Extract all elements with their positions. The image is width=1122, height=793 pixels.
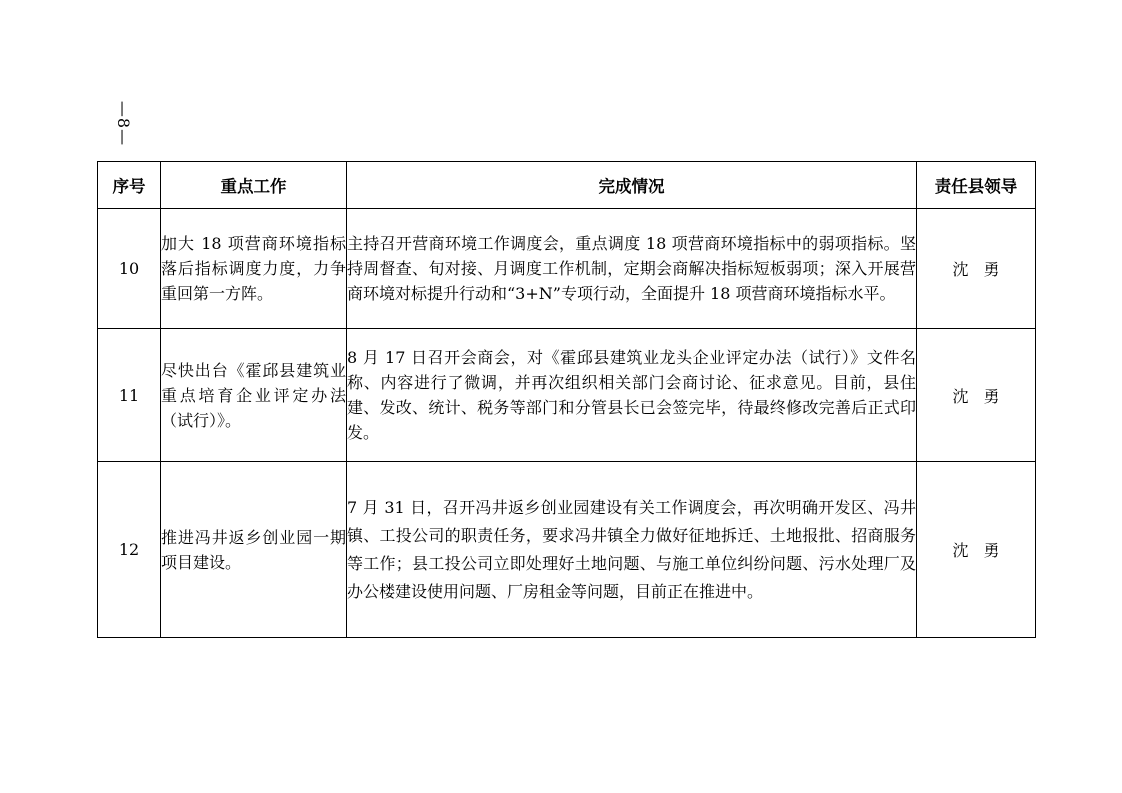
header-status: 完成情况 — [347, 162, 917, 209]
row-leader: 沈勇 — [917, 209, 1036, 329]
row-seq: 11 — [98, 329, 161, 462]
page-number-text: —8— — [114, 100, 134, 146]
row-leader: 沈勇 — [917, 329, 1036, 462]
header-seq: 序号 — [98, 162, 161, 209]
table-row — [98, 329, 1036, 462]
header-work: 重点工作 — [161, 162, 347, 209]
row-status: 8 月 17 日召开会商会，对《霍邱县建筑业龙头企业评定办法（试行）》文件名称、内容进行了微调，并再次组织相关部门会商讨论、征求意见。目前，县住建、发改、统计、税务等部门和分管县长已会签完毕，待最终修改完善后正式印发。 — [347, 329, 917, 462]
row-status: 7 月 31 日，召开冯井返乡创业园建设有关工作调度会，再次明确开发区、冯井镇、工投公司的职责任务，要求冯井镇全力做好征地拆迁、土地报批、招商服务等工作；县工投公司立即处理好土地问题、与施工单位纠纷问题、污水处理厂及办公楼建设使用问题、厂房租金等问题，目前正在推进中。 — [347, 462, 917, 638]
page-number — [112, 98, 136, 148]
row-work: 推进冯井返乡创业园一期项目建设。 — [161, 462, 347, 638]
header-leader: 责任县领导 — [917, 162, 1036, 209]
row-status: 主持召开营商环境工作调度会，重点调度 18 项营商环境指标中的弱项指标。坚持周督查、旬对接、月调度工作机制，定期会商解决指标短板弱项；深入开展营商环境对标提升行动和“3+N”专项行动，全面提升 18 项营商环境指标水平。 — [347, 209, 917, 329]
row-work: 加大 18 项营商环境指标落后指标调度力度，力争重回第一方阵。 — [161, 209, 347, 329]
table-row — [98, 209, 1036, 329]
row-work: 尽快出台《霍邱县建筑业重点培育企业评定办法（试行）》。 — [161, 329, 347, 462]
table-header-row — [98, 162, 1036, 209]
row-leader: 沈勇 — [917, 462, 1036, 638]
table-row — [98, 462, 1036, 638]
row-seq: 12 — [98, 462, 161, 638]
row-seq: 10 — [98, 209, 161, 329]
work-progress-table — [97, 161, 1036, 638]
